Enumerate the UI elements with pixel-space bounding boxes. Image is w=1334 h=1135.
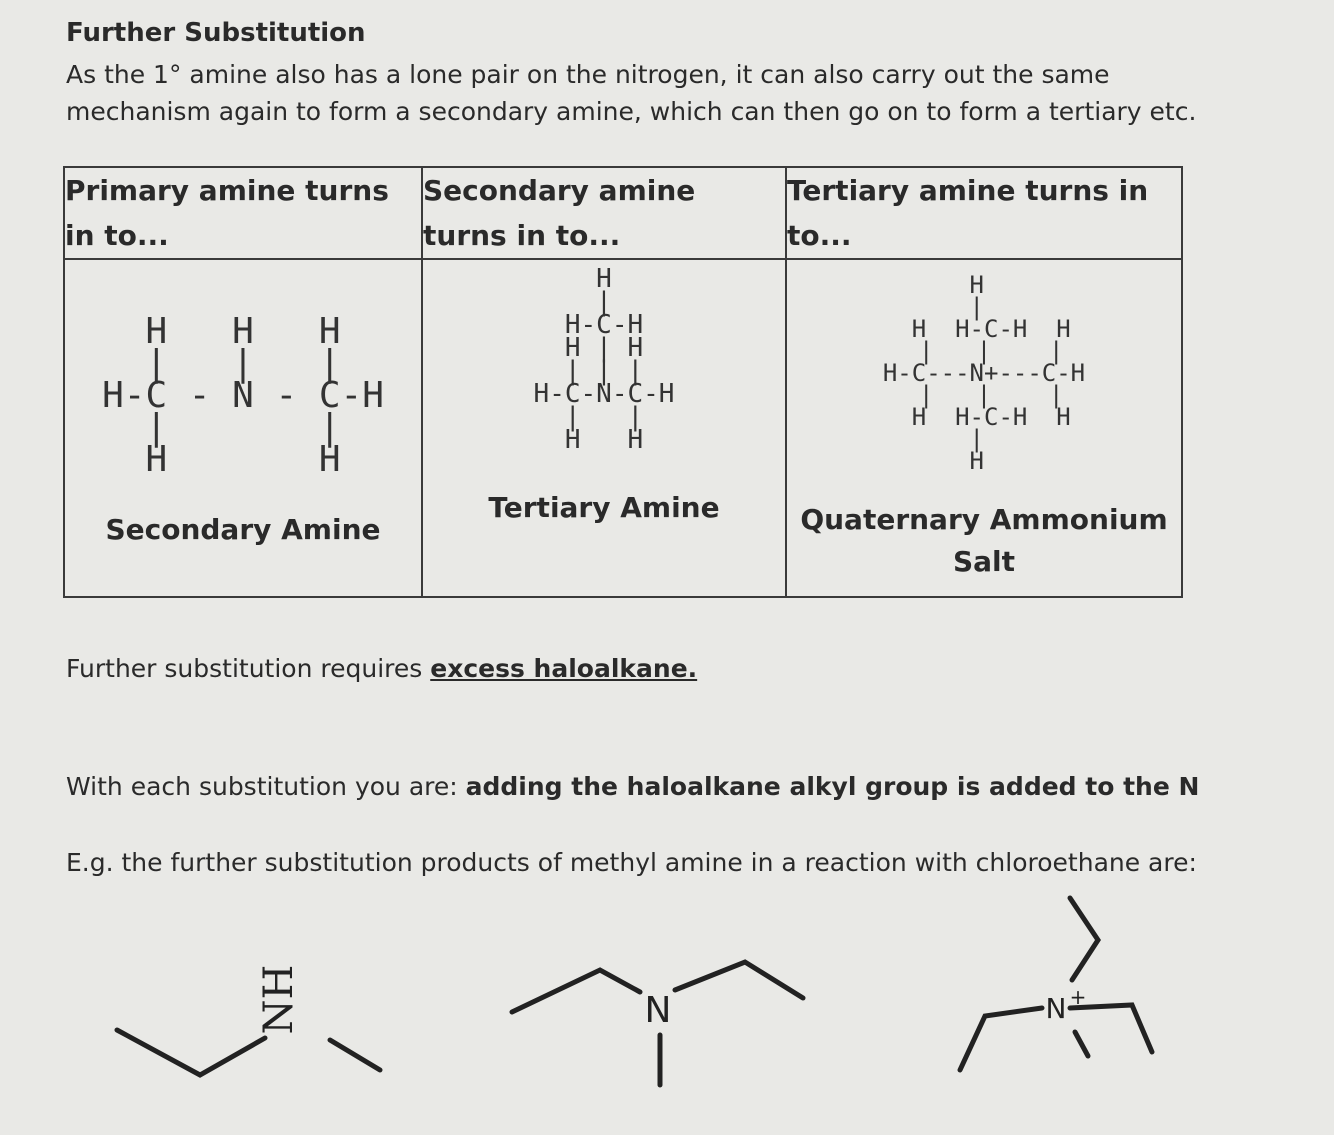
header-secondary-line2: turns in to... (423, 219, 621, 252)
nh-hydrogen-label: H (256, 964, 302, 1000)
n-methylethylamine-bonds (117, 1030, 380, 1075)
header-primary (64, 167, 422, 259)
each-sub-prefix: With each substitution you are: (66, 772, 466, 801)
example-note: E.g. the further substitution products of methyl amine in a reaction with chloroethane are: (66, 848, 1197, 877)
secondary-amine-caption: Secondary Amine (105, 513, 381, 546)
excess-prefix: Further substitution requires (66, 654, 431, 683)
intro-line-1: As the 1° amine also has a lone pair on the nitrogen, it can also carry out the same (66, 60, 1110, 89)
header-tertiary (786, 167, 1182, 259)
secondary-amine-structure: H H H | | | H-C - N - C-H | | H H (102, 311, 384, 480)
quaternary-nitrogen-label: N (1045, 992, 1067, 1025)
excess-emphasis: excess haloalkane. (430, 654, 698, 683)
tertiary-amine-caption: Tertiary Amine (488, 491, 720, 524)
cell-tertiary-amine (422, 259, 786, 597)
excess-note (66, 654, 697, 683)
quaternary-ammonium-bonds (960, 898, 1152, 1070)
header-secondary (422, 167, 786, 259)
header-secondary-line1: Secondary amine (423, 174, 696, 207)
quaternary-charge-label: + (1069, 985, 1087, 1009)
intro-line-2: mechanism again to form a secondary amine, which can then go on to form a tertiary etc. (66, 97, 1197, 126)
skeletal-formulas (0, 880, 1334, 1135)
quaternary-caption-line2: Salt (952, 545, 1016, 578)
nh-nitrogen-label: N (256, 999, 302, 1035)
table-header-row (64, 167, 1182, 259)
each-substitution-note (66, 772, 1199, 801)
header-tertiary-line1: Tertiary amine turns in (787, 174, 1149, 207)
cell-secondary-amine (64, 259, 422, 597)
tertiary-amine-structure: H | H-C-H H | H | | | H-C-N-C-H | | H H (533, 264, 675, 455)
intro-paragraph (66, 56, 1226, 130)
section-title: Further Substitution (66, 18, 366, 48)
quaternary-caption-line1: Quaternary Ammonium (800, 503, 1168, 536)
quaternary-salt-structure: H | H H-C-H H | | | H-C---N+---C-H | | | H H-C-H H | H (882, 271, 1086, 475)
tertiary-nitrogen-label: N (644, 990, 672, 1031)
amine-substitution-table (63, 166, 1183, 598)
table-body-row (64, 259, 1182, 597)
cell-quaternary-salt (786, 259, 1182, 597)
header-tertiary-line2: to... (787, 219, 852, 252)
each-sub-answer: adding the haloalkane alkyl group is added to the N (465, 772, 1200, 801)
header-primary-line1: Primary amine turns (65, 174, 389, 207)
header-primary-line2: in to... (65, 219, 169, 252)
